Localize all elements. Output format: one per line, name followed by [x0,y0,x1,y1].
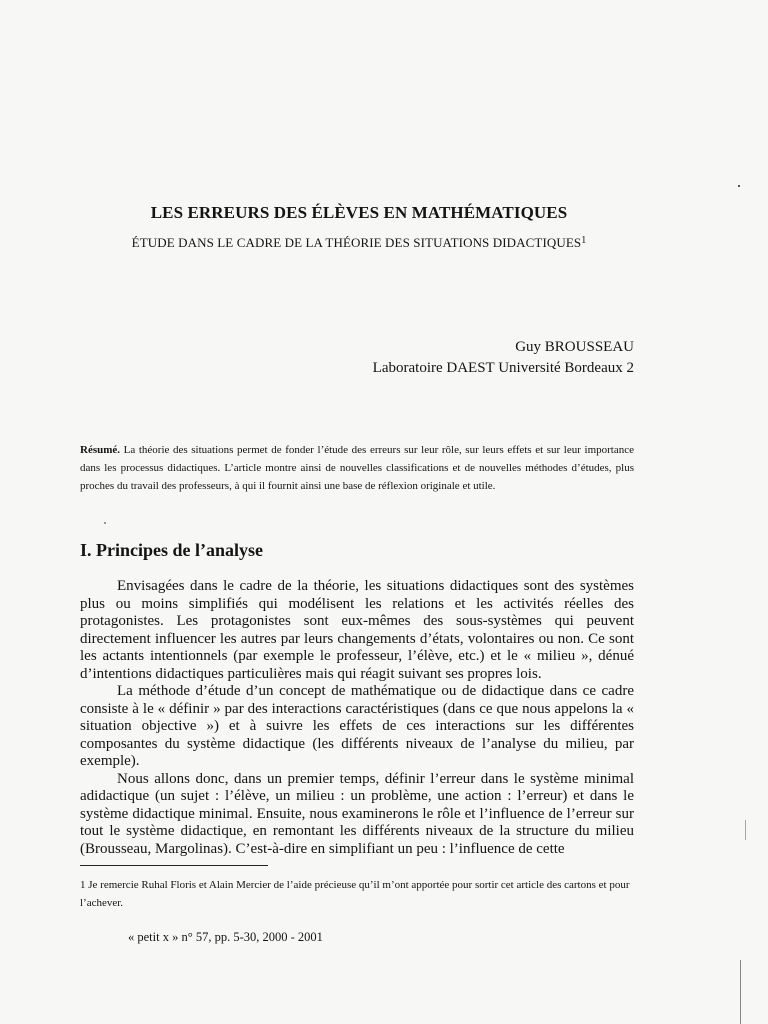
article-title: LES ERREURS DES ÉLÈVES EN MATHÉMATIQUES [150,203,568,222]
scan-mark [738,185,740,187]
abstract-label: Résumé. [80,444,121,456]
subtitle-text: ÉTUDE DANS LE CADRE DE LA THÉORIE DES SITUATIONS DIDACTIQUES [131,235,582,250]
article-subtitle [0,235,718,251]
scan-mark [740,960,741,1024]
body-paragraph: Envisagées dans le cadre de la théorie, les situations didactiques sont des systèmes plus ou moins simplifiés qui modélisent les relations et les activités réelles des protagonistes. Les protagonistes sont eux-mêmes des sous-systèmes qui peuvent directement influencer les autres par leurs changements d’états, volontaires ou non. Ce sont les actants intentionnels (par exemple le professeur, l’élève, etc.) et le « milieu », dénué d’intentions didactiques particulières mais qui réagit suivant ses propres lois. [80,578,634,682]
author-block [373,337,634,379]
section-body [80,578,634,858]
body-paragraph: Nous allons donc, dans un premier temps, définir l’erreur dans le système minimal adidactique (un sujet : l’élève, un milieu : un problème, une action : l’erreur) et dans le système didactique minimal. Ensuite, nous examinerons le rôle et l’influence de l’erreur sur tout le système didactique, en remontant les différents niveaux de la structure du milieu (Brousseau, Margolinas). C’est-à-dire en simplifiant un peu : l’influence de cette [80,770,634,857]
scan-mark [745,820,746,840]
author-affiliation: Laboratoire DAEST Université Bordeaux 2 [372,360,634,376]
footnote: 1 Je remercie Ruhal Floris et Alain Mercier de l’aide précieuse qu’il m’ont apportée pour sortir cet article des cartons et pour l’achever. [80,879,630,909]
abstract [80,441,634,495]
scan-mark [104,522,106,524]
section-heading: I. Principes de l’analyse [80,540,263,560]
footnote-divider [80,865,268,866]
footnote-marker: 1 [581,235,587,246]
journal-citation: « petit x » n° 57, pp. 5-30, 2000 - 2001 [128,930,323,944]
author-name: Guy BROUSSEAU [515,339,634,355]
abstract-text: La théorie des situations permet de fonder l’étude des erreurs sur leur rôle, sur leurs effets et sur leur importance dans les processus didactiques. L’article montre ainsi de nouvelles classifications et de nouvelles méthodes d’études, plus proches du travail des professeurs, à qui il fournit ainsi une base de réflexion originale et utile. [80,444,634,492]
body-paragraph: La méthode d’étude d’un concept de mathématique ou de didactique dans ce cadre consiste à le « définir » par des interactions caractéristiques (dans ce que nous appelons la « situation objective ») et à suivre les effets de ces interactions sur les différentes composantes du système didactique (les différents niveaux de l’analyse du milieu, par exemple). [80,683,634,769]
